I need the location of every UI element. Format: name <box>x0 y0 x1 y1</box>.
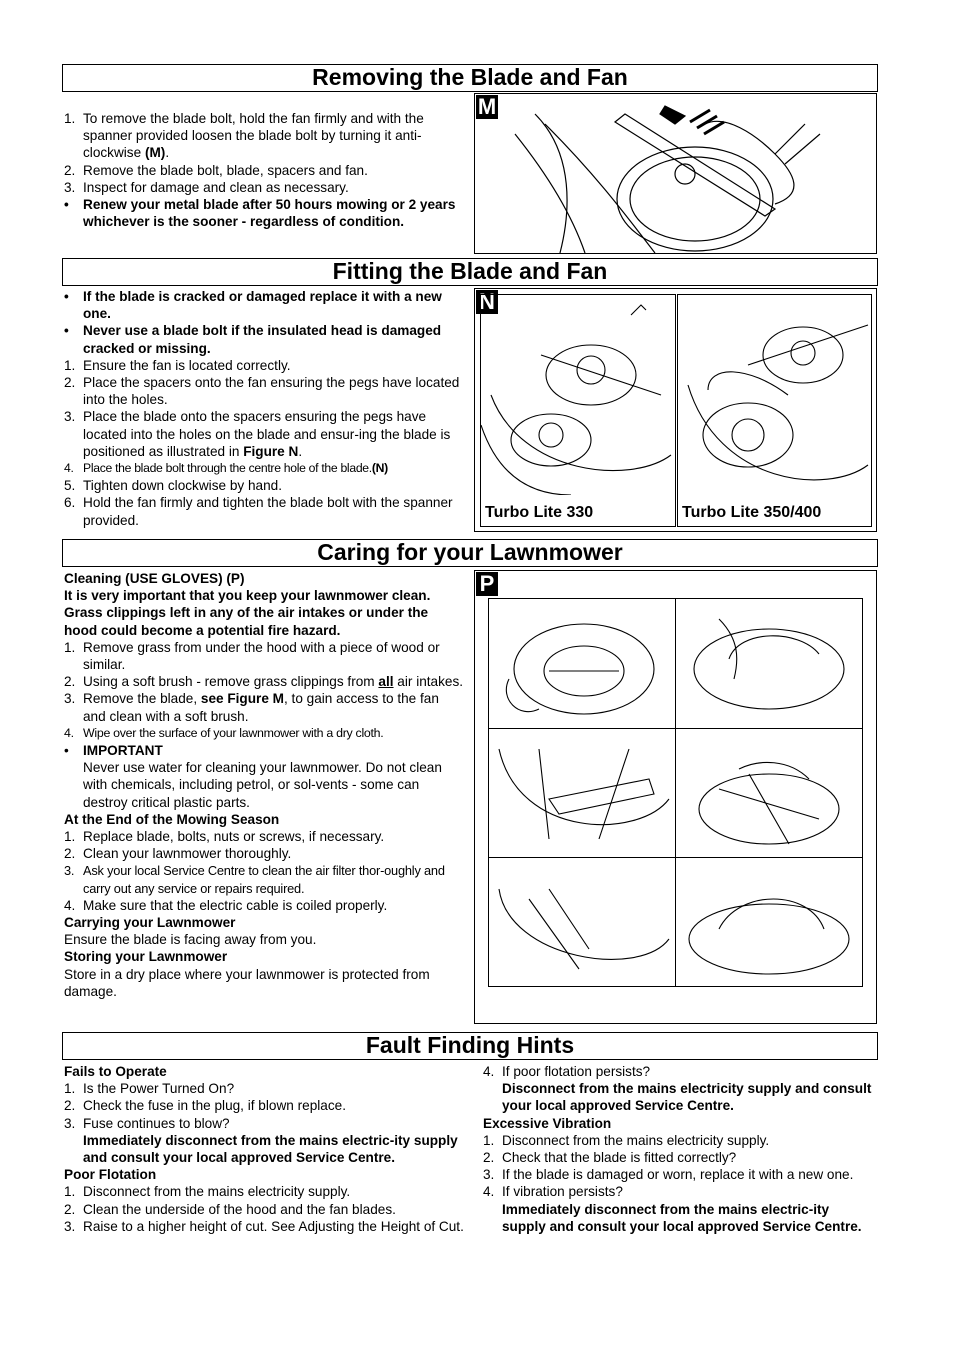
list-item: 1. Is the Power Turned On? <box>64 1081 235 1097</box>
list-item: 4. Wipe over the surface of your lawnmower with a dry cloth. <box>64 725 384 740</box>
grid-divider <box>489 728 862 729</box>
list-item: 2. Place the spacers onto the fan ensuring the pegs have located into the holes. <box>64 375 460 408</box>
list-item: 4. If poor flotation persists? Disconnect from the mains electricity supply and consult your local approved Service Centre. <box>483 1064 872 1114</box>
figure-n <box>474 288 877 532</box>
list-item: 3. Place the blade onto the spacers ensuring the pegs have located into the holes on the blade and ensur-ing the blade is positioned as illustrated in Figure N. <box>64 409 451 459</box>
list-item: 3. Fuse continues to blow? Immediately disconnect from the mains electric-ity supply and consult your local approved Service Centre. <box>64 1115 458 1166</box>
section-title-fault-finding: Fault Finding Hints <box>62 1032 878 1060</box>
section-title-fitting: Fitting the Blade and Fan <box>62 258 878 286</box>
figure-p-grid <box>488 598 863 987</box>
list-item: 3. Inspect for damage and clean as necessary. <box>64 179 349 195</box>
list-item: 4. If vibration persists? Immediately disconnect from the mains electric-ity supply and consult your local approved Service Centre. <box>483 1184 862 1234</box>
fault-left-column <box>64 1063 464 1235</box>
figure-caption: Turbo Lite 350/400 <box>682 504 822 521</box>
fault-right-column <box>483 1063 875 1235</box>
figure-n-panel-350-400 <box>677 294 872 527</box>
figure-label: N <box>476 290 498 314</box>
list-item: 6. Hold the fan firmly and tighten the blade bolt with the spanner provided. <box>64 495 453 528</box>
vibration-heading: Excessive Vibration <box>483 1115 612 1131</box>
removing-steps <box>64 110 464 230</box>
list-item: 1. To remove the blade bolt, hold the fan firmly and with the spanner provided loosen the blade bolt by turning it anti-clockwise (M). <box>64 111 424 161</box>
list-item: 2. Remove the blade bolt, blade, spacers and fan. <box>64 162 368 178</box>
list-item: 2. Check the fuse in the plug, if blown replace. <box>64 1098 346 1114</box>
grid-divider <box>675 599 676 986</box>
storing-heading: Storing your Lawnmower <box>64 949 228 965</box>
figure-m <box>474 93 877 254</box>
list-item: 2. Using a soft brush - remove grass clippings from all air intakes. <box>64 674 464 690</box>
section-title-caring: Caring for your Lawnmower <box>62 539 878 567</box>
list-item: 1. Ensure the fan is located correctly. <box>64 357 291 373</box>
list-item: 4. Make sure that the electric cable is coiled properly. <box>64 897 388 913</box>
list-item: 2. Check that the blade is fitted correctly? <box>483 1150 737 1166</box>
blade-fitting-330-illustration <box>481 295 675 495</box>
cleaning-heading: Cleaning (USE GLOVES) (P) <box>64 571 245 586</box>
list-item: 3. If the blade is damaged or worn, replace it with a new one. <box>483 1167 854 1183</box>
list-item: 2. Clean your lawnmower thoroughly. <box>64 846 292 862</box>
figure-caption: Turbo Lite 330 <box>485 504 594 521</box>
figure-label: P <box>476 572 498 596</box>
blade-removal-illustration <box>475 94 876 253</box>
list-item: 3. Ask your local Service Centre to clean the air filter thor-oughly and carry out any service or repairs required. <box>64 863 445 896</box>
list-item: • Never use a blade bolt if the insulated head is damaged cracked or missing. <box>64 323 442 356</box>
list-item: 1. Disconnect from the mains electricity supply. <box>483 1132 770 1148</box>
cleaning-warning: It is very important that you keep your lawnmower clean. Grass clippings left in any of the air intakes or under the hood could become a potential fire hazard. <box>64 588 431 638</box>
section-title-removing: Removing the Blade and Fan <box>62 64 878 92</box>
figure-p <box>474 570 877 1024</box>
caring-text <box>64 570 464 1000</box>
list-item: 3. Raise to a higher height of cut. See Adjusting the Height of Cut. <box>64 1218 464 1234</box>
figure-label: M <box>477 94 497 119</box>
list-item: 1. Disconnect from the mains electricity supply. <box>64 1184 351 1200</box>
season-heading: At the End of the Mowing Season <box>64 811 280 827</box>
blade-fitting-350-400-illustration <box>678 295 871 495</box>
list-item: • Renew your metal blade after 50 hours mowing or 2 years whichever is the sooner - regardless of condition. <box>64 197 456 230</box>
figure-n-panel-330 <box>480 294 676 527</box>
grid-divider <box>489 857 862 858</box>
list-item: 1. Remove grass from under the hood with a piece of wood or similar. <box>64 639 440 673</box>
carrying-text: Ensure the blade is facing away from you. <box>64 932 317 948</box>
list-item: 1. Replace blade, bolts, nuts or screws, if necessary. <box>64 829 385 845</box>
storing-text: Store in a dry place where your lawnmower is protected from damage. <box>64 966 430 999</box>
list-item: 3. Remove the blade, see Figure M, to gain access to the fan and clean with a soft brush. <box>64 691 439 724</box>
poor-flotation-heading: Poor Flotation <box>64 1167 157 1183</box>
list-item: 2. Clean the underside of the hood and the fan blades. <box>64 1201 396 1217</box>
list-item: • If the blade is cracked or damaged replace it with a new one. <box>64 289 442 322</box>
important-note: • IMPORTANT Never use water for cleaning your lawnmower. Do not clean with chemicals, including petrol, or sol-vents - some can destroy critical plastic parts. <box>64 743 442 810</box>
list-item: 5. Tighten down clockwise by hand. <box>64 478 282 494</box>
carrying-heading: Carrying your Lawnmower <box>64 915 236 931</box>
list-item: 4. Place the blade bolt through the centre hole of the blade.(N) <box>64 461 388 476</box>
fails-heading: Fails to Operate <box>64 1064 167 1079</box>
fitting-steps <box>64 288 464 529</box>
